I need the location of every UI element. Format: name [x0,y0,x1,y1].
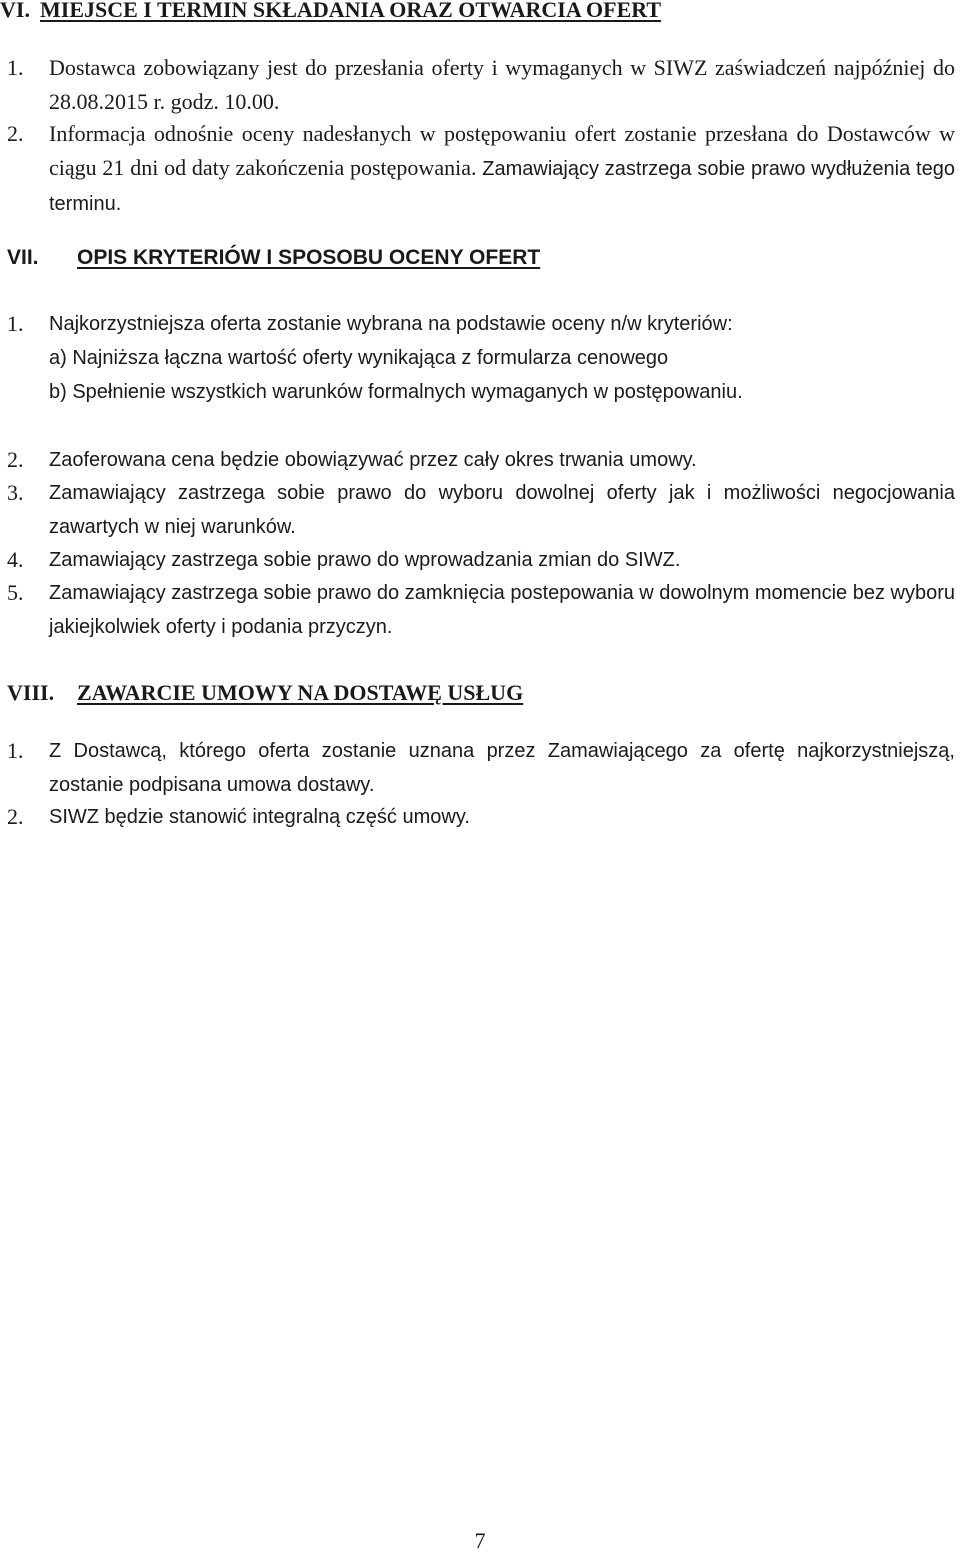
section-vii-item-3 [0,476,960,544]
item-text: Zaoferowana cena będzie obowiązywać przez cały okres trwania umowy. [49,449,697,471]
item-text: SIWZ będzie stanowić integralną część umowy. [49,806,470,828]
section-vi-title: MIEJSCE I TERMIN SKŁADANIA ORAZ OTWARCIA OFERT [40,0,662,22]
item-text: Zamawiający zastrzega sobie prawo do zamknięcia postepowania w dowolnym momencie bez wyboru jakiejkolwiek oferty i podania przyczyn. [49,582,955,638]
item-text: Informacja odnośnie oceny nadesłanych w postępowaniu ofert zostanie przesłana do Dostawców w ciągu 21 dni od daty zakończenia postępowania. [49,121,955,180]
item-number: 2. [7,804,24,829]
section-vi-heading [0,0,960,27]
item-text-sans: Zamawiający zastrzega sobie prawo wydłużenia tego terminu. [49,158,955,215]
section-vii-heading [0,241,960,275]
item-number: 2. [7,121,24,146]
section-vi-number: VI. [0,0,30,22]
item-number: 1. [7,55,24,80]
criterion-b: b) Spełnienie wszystkich warunków formalnych wymaganych w postępowaniu. [49,381,743,403]
item-text: Dostawca zobowiązany jest do przesłania oferty i wymaganych w SIWZ zaświadczeń najpóźniej do 28.08.2015 r. godz. 10.00. [49,55,955,114]
section-viii-number: VIII. [7,680,55,705]
section-vii-item-4 [0,543,960,577]
section-vii-item-2 [0,443,960,477]
section-viii-item-2 [0,800,960,834]
section-viii-item-1 [0,734,960,802]
item-text-wrapper [49,117,955,221]
item-number: 1. [7,738,24,763]
item-number: 2. [7,447,24,472]
item-text: Z Dostawcą, którego oferta zostanie uznana przez Zamawiającego za ofertę najkorzystniejszą, zostanie podpisana umowa dostawy. [49,740,955,796]
section-vii-item-5 [0,576,960,644]
section-viii-heading [0,676,960,710]
criterion-a: a) Najniższa łączna wartość oferty wynikająca z formularza cenowego [49,347,669,369]
item-number: 5. [7,580,24,605]
item-text: Najkorzystniejsza oferta zostanie wybrana na podstawie oceny n/w kryteriów: [49,313,733,335]
item-text: Zamawiający zastrzega sobie prawo do wprowadzania zmian do SIWZ. [49,549,681,571]
item-number: 4. [7,547,24,572]
section-vii-number: VII. [7,246,39,269]
section-vii-title: OPIS KRYTERIÓW I SPOSOBU OCENY OFERT [77,246,541,269]
item-text: Zamawiający zastrzega sobie prawo do wyboru dowolnej oferty jak i możliwości negocjowania zawartych w niej warunków. [49,482,955,538]
section-vi-item-2 [0,117,960,221]
section-viii-title: ZAWARCIE UMOWY NA DOSTAWĘ USŁUG [77,680,524,705]
page-number: 7 [474,1528,486,1553]
section-vii-item-1 [0,307,960,409]
section-vi-item-1 [0,51,960,119]
item-number: 1. [7,311,24,336]
item-number: 3. [7,480,24,505]
